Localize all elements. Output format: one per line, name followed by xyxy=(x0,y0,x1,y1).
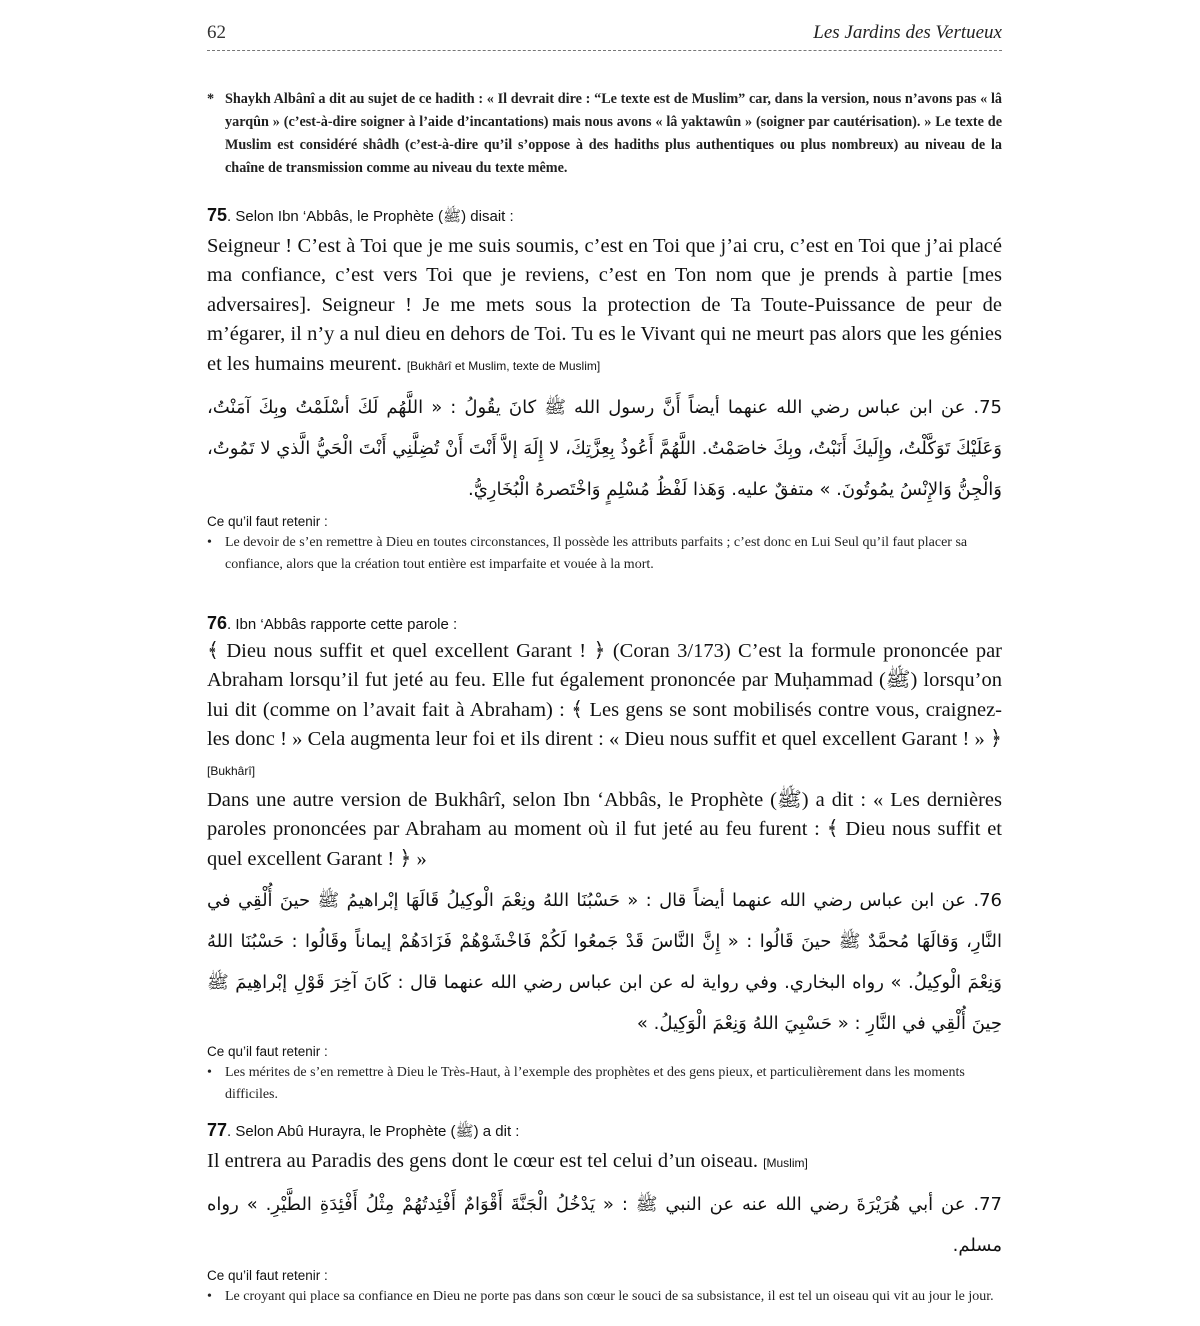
footnote xyxy=(207,88,1002,180)
footnote-marker: * xyxy=(207,91,215,107)
hadith-intro: . Selon Ibn ‘Abbâs, le Prophète (ﷺ) disait : xyxy=(227,208,514,225)
running-title: Les Jardins des Vertueux xyxy=(813,22,1002,43)
retain-title: Ce qu’il faut retenir : xyxy=(207,514,328,530)
hadith-number: 76 xyxy=(207,613,228,633)
hadith-source: [Muslim] xyxy=(763,1156,808,1170)
french-body: Il entrera au Paradis des gens dont le cœur est tel celui d’un oiseau. xyxy=(207,1150,759,1172)
header-rule xyxy=(207,50,1002,51)
hadith-arabic-text: 76. عن ابن عباس رضي الله عنهما أيضاً قال : « حَسْبُنَا اللهُ ونِعْمَ الْوكِيلُ قَالَهَا إبْراهيمُ ﷺ حينَ أُلْقِي في النَّارِ، وَقالَهَا مُحمَّدٌ ﷺ حينَ قَالُوا : « إِنَّ النَّاسَ قَدْ جَمعُوا لَكُمْ فَاخْشَوْهُمْ فَزَادَهُمْ إيماناً وقَالُوا : حَسْبُنَا اللهُ وَنِعْمَ الْوكِيلُ. » رواه البخاري. وفي رواية له عن ابن عباس رضي الله عنهما قال : كَانَ آخِرَ قَوْلِ إبْراهِيمَ ﷺ حِينَ أُلْقِي في النَّارِ : « حَسْبِيَ اللهُ وَنِعْمَ الْوَكِيلُ. » xyxy=(207,890,1002,1035)
retain-title: Ce qu’il faut retenir : xyxy=(207,1268,328,1284)
hadith-source: [Bukhârî] xyxy=(207,763,256,778)
hadith-french-text xyxy=(207,232,1002,381)
hadith-heading xyxy=(207,1120,1002,1144)
hadith-french-text-2: Dans une autre version de Bukhârî, selon Ibn ‘Abbâs, le Prophète (ﷺ) a dit : « Les dernières paroles prononcées par Abraham au moment où il fut jeté au feu furent : ﴾ Dieu nous suffit et quel excellent Garant ! ﴿ » xyxy=(207,789,1002,870)
hadith-source: [Bukhârî et Muslim, texte de Muslim] xyxy=(406,358,601,373)
retain-point-text: Le devoir de s’en remettre à Dieu en toutes circonstances, Il possède les attributs parfaits ; c’est donc en Lui Seul qu’il faut placer sa confiance, alors que la création tout entière est imparfaite et vouée à la mort. xyxy=(225,535,968,573)
hadith-number: 77 xyxy=(207,1120,228,1140)
retain-point-text: Les mérites de s’en remettre à Dieu le Très-Haut, à l’exemple des prophètes et des gens pieux, et particulièrement dans les moments difficiles. xyxy=(225,1065,965,1103)
page-number: 62 xyxy=(207,22,226,43)
retain-point-text: Le croyant qui place sa confiance en Dieu ne porte pas dans son cœur le souci de sa subsistance, il est tel un oiseau qui vit au jour le jour. xyxy=(225,1289,994,1305)
hadith-75 xyxy=(207,205,1002,576)
retain-title: Ce qu’il faut retenir : xyxy=(207,1044,328,1060)
retain-point xyxy=(207,532,1002,576)
hadith-number: 75 xyxy=(207,205,228,225)
hadith-77 xyxy=(207,1120,1002,1308)
bullet-icon: • xyxy=(207,1289,212,1305)
hadith-heading xyxy=(207,613,1002,634)
french-body: Seigneur ! C’est à Toi que je me suis soumis, c’est en Toi que j’ai cru, c’est en Toi que j’ai placé ma confiance, c’est vers Toi que je reviens, c’est en Ton nom que je prends à partie [mes adversaires]. Seigneur ! Je me mets sous la protection de Ta Toute-Puissance de peur de m’égarer, il n’y a nul dieu en dehors de Toi. Tu es le Vivant qui ne meurt pas alors que les génies et les humains meurent. xyxy=(207,235,1002,375)
footnote-text: Shaykh Albânî a dit au sujet de ce hadith : « Il devrait dire : “Le texte est de Muslim” car, dans la version, nous n’avons pas « lâ yarqûn » (c’est-à-dire soigner à l’aide d’incantations) mais nous avons « lâ yaktawûn » (soigner par cautérisation). » Le texte de Muslim est considéré shâdh (c’est-à-dire qu’il s’oppose à des hadiths plus authentiques ou plus nombreux) au niveau de la chaîne de transmission comme au niveau du texte même. xyxy=(225,91,1002,176)
hadith-arabic-text: 77. عن أبي هُرَيْرَةَ رضي الله عنه عن النبي ﷺ : « يَدْخُلُ الْجَنَّةَ أَقْوَامٌ أَفْئِدتُهُمْ مِثْلُ أَفْئِدَةِ الطَّيْرِ. » رواه مسلم. xyxy=(207,1194,1002,1257)
hadith-arabic-text: 75. عن ابن عباس رضي الله عنهما أيضاً أَنَّ رسول الله ﷺ كانَ يقُولُ : « اللَّهُم لَكَ أسْلَمْتُ وبِكَ آمَنْتُ، وَعَلَيْكَ تَوَكَّلْتُ، وإِلَيكَ أَنَبْتُ، وبِكَ خاصَمْتُ. اللَّهُمَّ أَعُوذُ بِعِزَّتِكَ، لا إِلَهَ إلاَّ أَنْتَ أَنْ تُضِلَّنِي أَنْتَ الْحَيُّ الَّذي لا تَمُوتُ، وَالْجِنُّ وَالإِنْسُ يمُوتُونَ. » متفقٌ عليه. وَهَذا لَفْظُ مُسْلِمٍ وَاخْتَصرهُ الْبُخَارِيُّ. xyxy=(207,397,1002,501)
hadith-76 xyxy=(207,613,1002,1106)
page-header xyxy=(207,20,1002,50)
hadith-heading xyxy=(207,205,1002,229)
hadith-intro: . Ibn ‘Abbâs rapporte cette parole : xyxy=(227,616,458,633)
french-body: ﴾ Dieu nous suffit et quel excellent Garant ! ﴿ (Coran 3/173) C’est la formule prononcée par Abraham lorsqu’il fut jeté au feu. Elle fut également prononcée par Muḥammad (ﷺ) lorsqu’on lui dit (comme on l’avait fait à Abraham) : ﴾ Les gens se sont mobilisés contre vous, craignez-les donc ! » Cela augmenta leur foi et ils dirent : « Dieu nous suffit et quel excellent Garant ! » ﴿ xyxy=(207,640,1002,751)
bullet-icon: • xyxy=(207,535,212,551)
retain-point xyxy=(207,1062,1002,1106)
hadith-french-text xyxy=(207,637,1002,786)
hadith-french-text xyxy=(207,1147,1002,1178)
bullet-icon: • xyxy=(207,1065,212,1081)
retain-point xyxy=(207,1286,1002,1308)
hadith-intro: . Selon Abû Hurayra, le Prophète (ﷺ) a dit : xyxy=(227,1123,520,1140)
